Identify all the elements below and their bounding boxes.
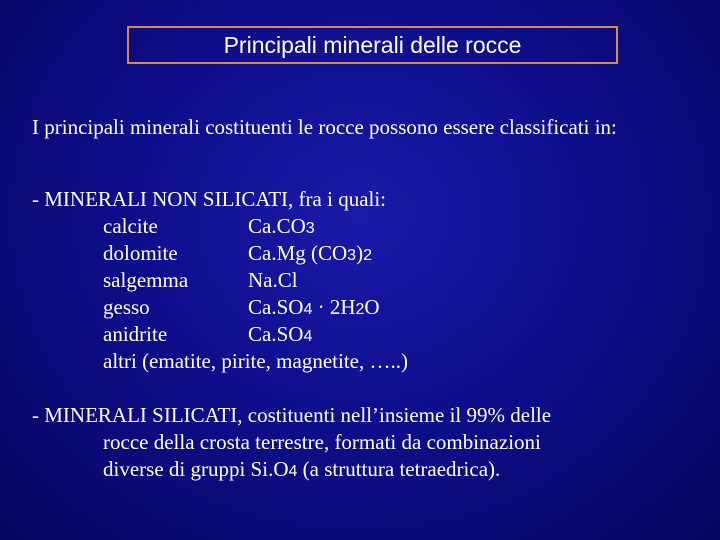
mineral-row: [32, 321, 702, 348]
mineral-name: anidrite: [103, 322, 168, 346]
non-silicati-section: [32, 186, 702, 375]
slide-title: Principali minerali delle rocce: [223, 31, 522, 58]
mineral-name: gesso: [103, 295, 150, 319]
mineral-name: salgemma: [103, 268, 189, 292]
mineral-name: dolomite: [103, 241, 178, 265]
slide-title-box: [127, 26, 618, 64]
mineral-formula: Ca.Mg (CO3)2: [248, 241, 372, 265]
mineral-row: [32, 240, 702, 267]
intro-text: I principali minerali costituenti le rocce possono essere classificati in:: [32, 115, 617, 139]
mineral-formula: Ca.SO4: [248, 322, 313, 346]
mineral-name: calcite: [103, 214, 158, 238]
silicati-line-2: rocce della crosta terrestre, formati da combinazioni: [103, 430, 541, 454]
non-silicati-heading: - MINERALI NON SILICATI, fra i quali:: [32, 187, 387, 211]
mineral-formula: Na.Cl: [248, 268, 298, 292]
silicati-section: [32, 402, 702, 485]
silicati-line-1: - MINERALI SILICATI, costituenti nell’insieme il 99% delle: [32, 403, 552, 427]
mineral-formula: Ca.CO3: [248, 214, 315, 238]
mineral-row: [32, 213, 702, 240]
mineral-row: [32, 294, 702, 321]
silicati-line-3: diverse di gruppi Si.O4 (a struttura tetraedrica).: [103, 457, 501, 481]
mineral-row: [32, 267, 702, 294]
altri-minerali: altri (ematite, pirite, magnetite, …..): [103, 349, 408, 373]
mineral-formula: Ca.SO4 · 2H2O: [248, 295, 380, 319]
